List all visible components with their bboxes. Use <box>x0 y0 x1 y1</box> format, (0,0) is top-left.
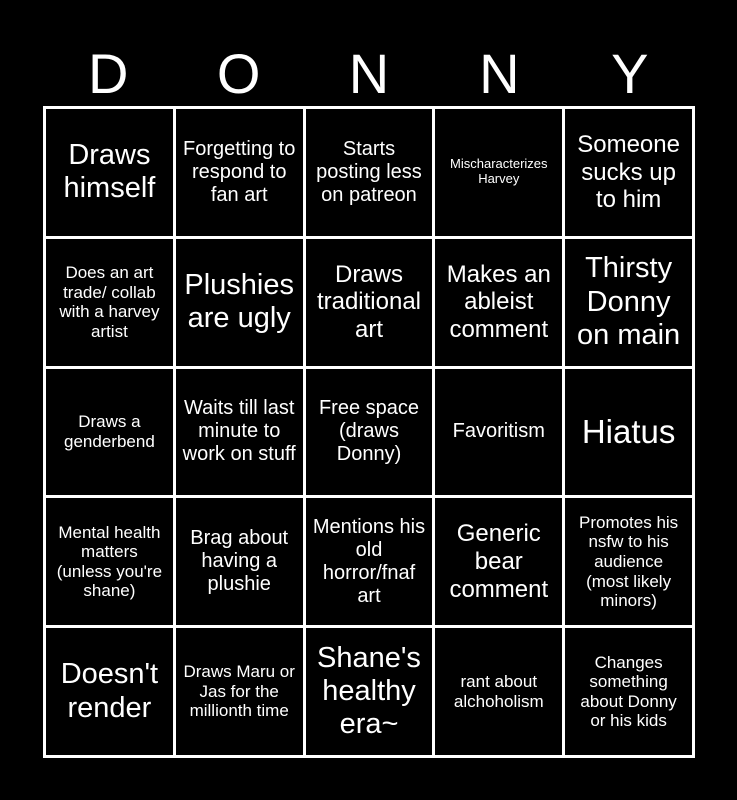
header-letter-d: D <box>87 42 129 105</box>
header-letter-n2: N <box>479 42 520 105</box>
cell-text: Does an art trade/ collab with a harvey artist <box>59 263 160 341</box>
bingo-cell-r1c1[interactable] <box>46 109 173 236</box>
bingo-grid <box>43 106 695 758</box>
bingo-cell-r4c1[interactable] <box>46 498 173 625</box>
bingo-cell-r4c4[interactable] <box>435 498 562 625</box>
cell-text: Waits till last minute to work on stuff <box>182 397 296 466</box>
cell-text: Brag about having a plushie <box>190 527 289 596</box>
cell-text: Shane's healthy era~ <box>317 641 421 741</box>
bingo-cell-r2c2[interactable] <box>176 239 303 366</box>
cell-text: Forgetting to respond to fan art <box>183 137 296 206</box>
bingo-cell-r2c3[interactable] <box>306 239 433 366</box>
cell-text: Plushies are ugly <box>184 268 294 335</box>
bingo-cell-r3c4[interactable] <box>435 369 562 496</box>
cell-text: Makes an ableist comment <box>446 260 551 343</box>
bingo-cell-r2c1[interactable] <box>46 239 173 366</box>
bingo-cell-r3c3[interactable] <box>306 369 433 496</box>
bingo-cell-r5c1[interactable] <box>46 628 173 755</box>
cell-text: Doesn't render <box>60 658 159 724</box>
cell-text: Changes something about Donny or his kids <box>580 652 677 731</box>
cell-text: Mental health matters (unless you're shane) <box>56 522 163 601</box>
bingo-cell-r1c4[interactable] <box>435 109 562 236</box>
bingo-cell-r3c2[interactable] <box>176 369 303 496</box>
cell-text: Mentions his old horror/fnaf art <box>312 515 426 607</box>
header-letter-o: O <box>216 42 261 105</box>
header-letter-n1: N <box>348 42 390 105</box>
cell-text: Promotes his nsfw to his audience (most likely minors) <box>578 512 679 611</box>
bingo-cell-r4c5[interactable] <box>565 498 692 625</box>
bingo-cell-r4c3[interactable] <box>306 498 433 625</box>
cell-text: Favoritism <box>452 420 545 443</box>
cell-text: Someone sucks up to him <box>577 131 680 214</box>
bingo-cell-r5c2[interactable] <box>176 628 303 755</box>
cell-text: Draws Maru or Jas for the millionth time <box>183 662 295 721</box>
header-letter-y: Y <box>611 42 649 105</box>
bingo-cell-r3c5[interactable] <box>565 369 692 496</box>
bingo-cell-r5c5[interactable] <box>565 628 692 755</box>
bingo-cell-r4c2[interactable] <box>176 498 303 625</box>
cell-text: Thirsty Donny on main <box>577 252 681 351</box>
cell-text: Draws a genderbend <box>64 412 155 451</box>
bingo-cell-r2c5[interactable] <box>565 239 692 366</box>
bingo-cell-r2c4[interactable] <box>435 239 562 366</box>
cell-text: rant about alchoholism <box>453 672 544 711</box>
cell-text: Starts posting less on patreon <box>316 137 422 206</box>
cell-text: Hiatus <box>581 413 676 451</box>
bingo-cell-r1c2[interactable] <box>176 109 303 236</box>
bingo-cell-r5c4[interactable] <box>435 628 562 755</box>
bingo-header <box>43 42 695 106</box>
bingo-cell-r3c1[interactable] <box>46 369 173 496</box>
cell-text: Free space (draws Donny) <box>318 397 420 466</box>
cell-text: Draws himself <box>63 139 156 205</box>
bingo-cell-r1c5[interactable] <box>565 109 692 236</box>
bingo-cell-r5c3[interactable] <box>306 628 433 755</box>
cell-text: Draws traditional art <box>316 260 422 343</box>
cell-text: Generic bear comment <box>449 520 549 603</box>
cell-text: Mischaracterizes Harvey <box>450 156 548 187</box>
bingo-cell-r1c3[interactable] <box>306 109 433 236</box>
